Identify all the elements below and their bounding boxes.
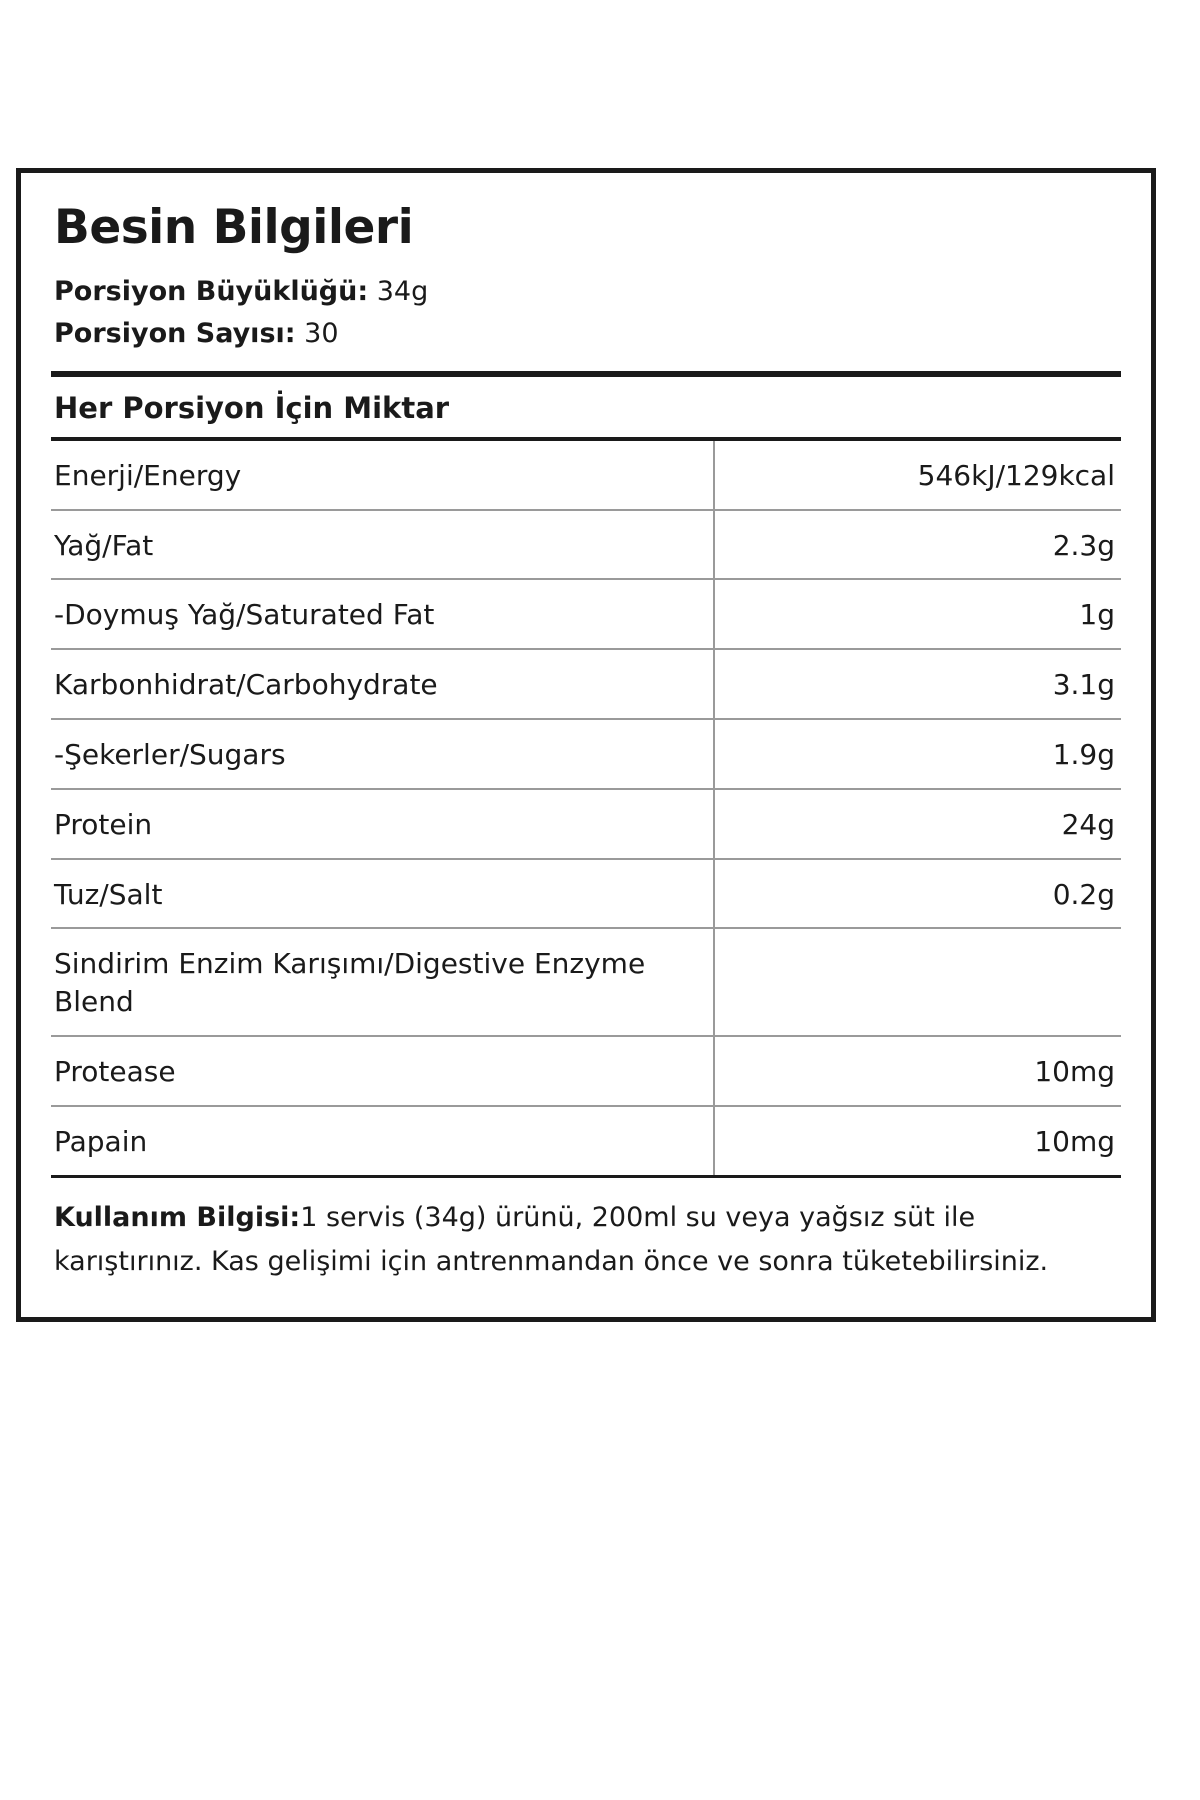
usage-instructions [51,1178,1121,1291]
nutrient-value: 0.2g [714,859,1121,929]
nutrient-value: 10mg [714,1036,1121,1106]
nutrient-value: 1g [714,579,1121,649]
nutrient-name: Tuz/Salt [51,859,714,929]
nutrient-name: -Doymuş Yağ/Saturated Fat [51,579,714,649]
usage-text: 1 servis (34g) ürünü, 200ml su veya yağsız süt ile karıştırınız. Kas gelişimi için antrenmandan önce ve sonra tüketebilirsiniz. [54,1201,1049,1278]
amount-per-serving-header: Her Porsiyon İçin Miktar [54,390,450,425]
nutrient-value: 24g [714,789,1121,859]
table-row [51,649,1121,719]
table-row [51,579,1121,649]
servings-count-value: 30 [295,317,339,349]
table-row [51,719,1121,789]
table-row [51,928,1121,1036]
nutrition-facts-panel [16,168,1156,1322]
nutrient-name: Yağ/Fat [51,510,714,580]
nutrient-name: Sindirim Enzim Karışımı/Digestive Enzyme Blend [51,928,714,1036]
table-row [51,789,1121,859]
nutrient-name: -Şekerler/Sugars [51,719,714,789]
nutrient-value: 10mg [1034,1124,1115,1158]
serving-size-value: 34g [368,276,429,308]
servings-count-line [54,313,1121,355]
nutrient-name: Enerji/Energy [51,441,714,510]
table-row [51,1036,1121,1106]
servings-count-label: Porsiyon Sayısı: [54,317,296,349]
usage-label: Kullanım Bilgisi: [54,1201,301,1233]
nutrient-name: Papain [51,1106,714,1175]
nutrient-value: 1.9g [714,719,1121,789]
serving-size-label: Porsiyon Büyüklüğü: [54,276,369,308]
table-row [51,1106,1121,1175]
nutrient-value: 546kJ/129kcal [714,441,1121,510]
serving-size-line [54,271,1121,313]
table-row [51,510,1121,580]
nutrient-value: 2.3g [714,510,1121,580]
nutrient-value [714,928,1121,1036]
page-title: Besin Bilgileri [54,200,414,255]
nutrition-table [51,441,1121,1175]
nutrient-name: Protease [51,1036,714,1106]
table-row [51,859,1121,929]
table-row [51,441,1121,510]
nutrient-name: Karbonhidrat/Carbohydrate [51,649,714,719]
nutrient-value: 3.1g [714,649,1121,719]
nutrient-name: Protein [51,789,714,859]
